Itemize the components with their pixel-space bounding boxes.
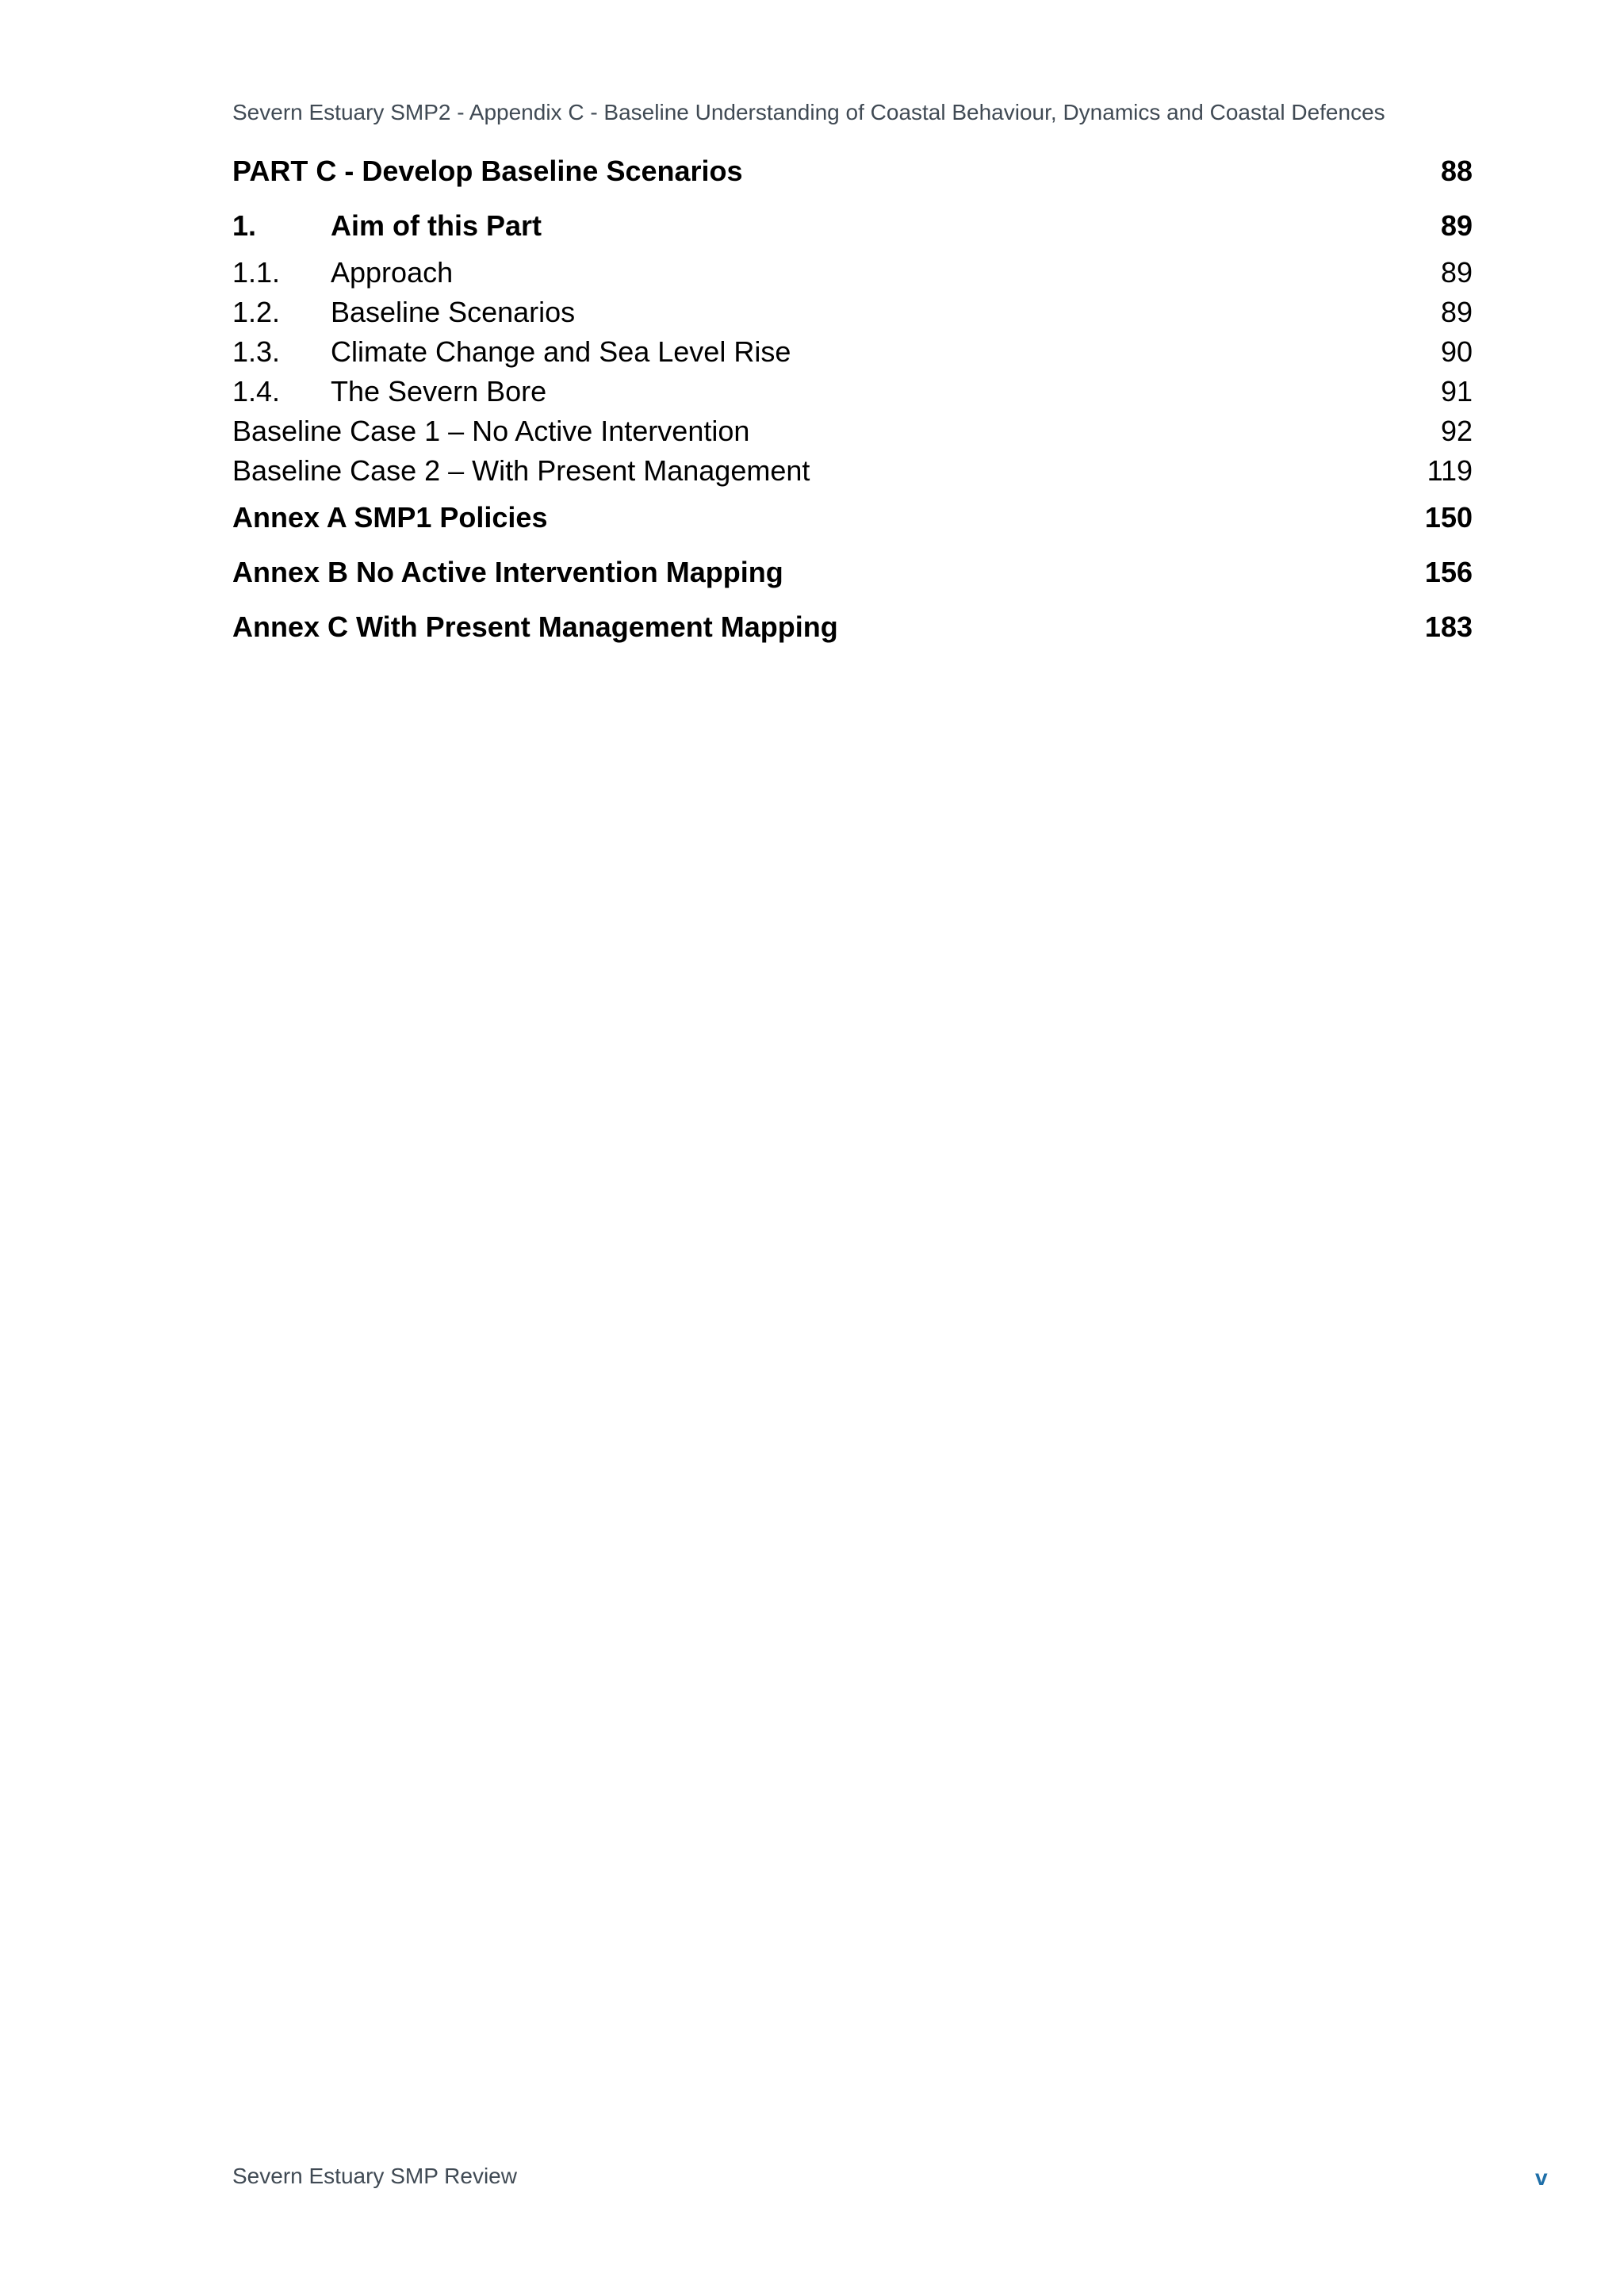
toc-entry-title: Baseline Case 1 – No Active Intervention (232, 415, 750, 447)
toc-entry-number: 1.2. (232, 296, 281, 328)
footer-document-title: Severn Estuary SMP Review (232, 2164, 517, 2188)
toc-entry-page: 91 (1440, 375, 1473, 408)
toc-entry-page: 156 (1424, 556, 1473, 588)
toc-entry-annex-b[interactable] (232, 556, 1473, 589)
running-header: Severn Estuary SMP2 - Appendix C - Baseline Understanding of Coastal Behaviour, Dynamics and Coastal Defences (232, 100, 1385, 124)
toc-entry-title: The Severn Bore (331, 375, 547, 408)
toc-entry-page: 90 (1440, 335, 1473, 368)
toc-entry-baseline-case-1[interactable] (232, 415, 1473, 448)
toc-entry-page: 88 (1440, 155, 1473, 187)
toc-entry-title: Baseline Scenarios (331, 296, 576, 328)
toc-entry-1[interactable] (232, 209, 1473, 243)
toc-entry-title: Annex B No Active Intervention Mapping (232, 556, 783, 588)
toc-entry-number: 1.4. (232, 375, 281, 408)
toc-entry-page: 89 (1440, 296, 1473, 328)
toc-entry-1-4[interactable] (232, 375, 1473, 408)
toc-entry-page: 92 (1440, 415, 1473, 447)
toc-entry-1-1[interactable] (232, 256, 1473, 289)
toc-entry-annex-a[interactable] (232, 501, 1473, 534)
toc-entry-page: 183 (1424, 610, 1473, 643)
toc-entry-number: 1. (232, 209, 257, 242)
toc-entry-page: 150 (1424, 501, 1473, 534)
toc-entry-page: 119 (1427, 454, 1473, 487)
toc-entry-title: Annex A SMP1 Policies (232, 501, 548, 534)
footer-page-number: v (1535, 2165, 1548, 2190)
toc-entry-number: 1.3. (232, 335, 281, 368)
toc-entry-title: PART C - Develop Baseline Scenarios (232, 155, 743, 187)
toc-entry-1-3[interactable] (232, 335, 1473, 369)
toc-entry-title: Climate Change and Sea Level Rise (331, 335, 791, 368)
toc-entry-baseline-case-2[interactable] (232, 454, 1473, 488)
toc-entry-page: 89 (1440, 209, 1473, 242)
toc-entry-title: Approach (331, 256, 454, 289)
toc-entry-part-c[interactable] (232, 155, 1473, 188)
toc-entry-annex-c[interactable] (232, 610, 1473, 644)
toc-entry-1-2[interactable] (232, 296, 1473, 329)
toc-entry-number: 1.1. (232, 256, 281, 289)
toc-entry-title: Baseline Case 2 – With Present Management (232, 454, 810, 487)
toc-entry-title: Annex C With Present Management Mapping (232, 610, 838, 643)
toc-entry-page: 89 (1440, 256, 1473, 289)
toc-entry-title: Aim of this Part (331, 209, 542, 242)
